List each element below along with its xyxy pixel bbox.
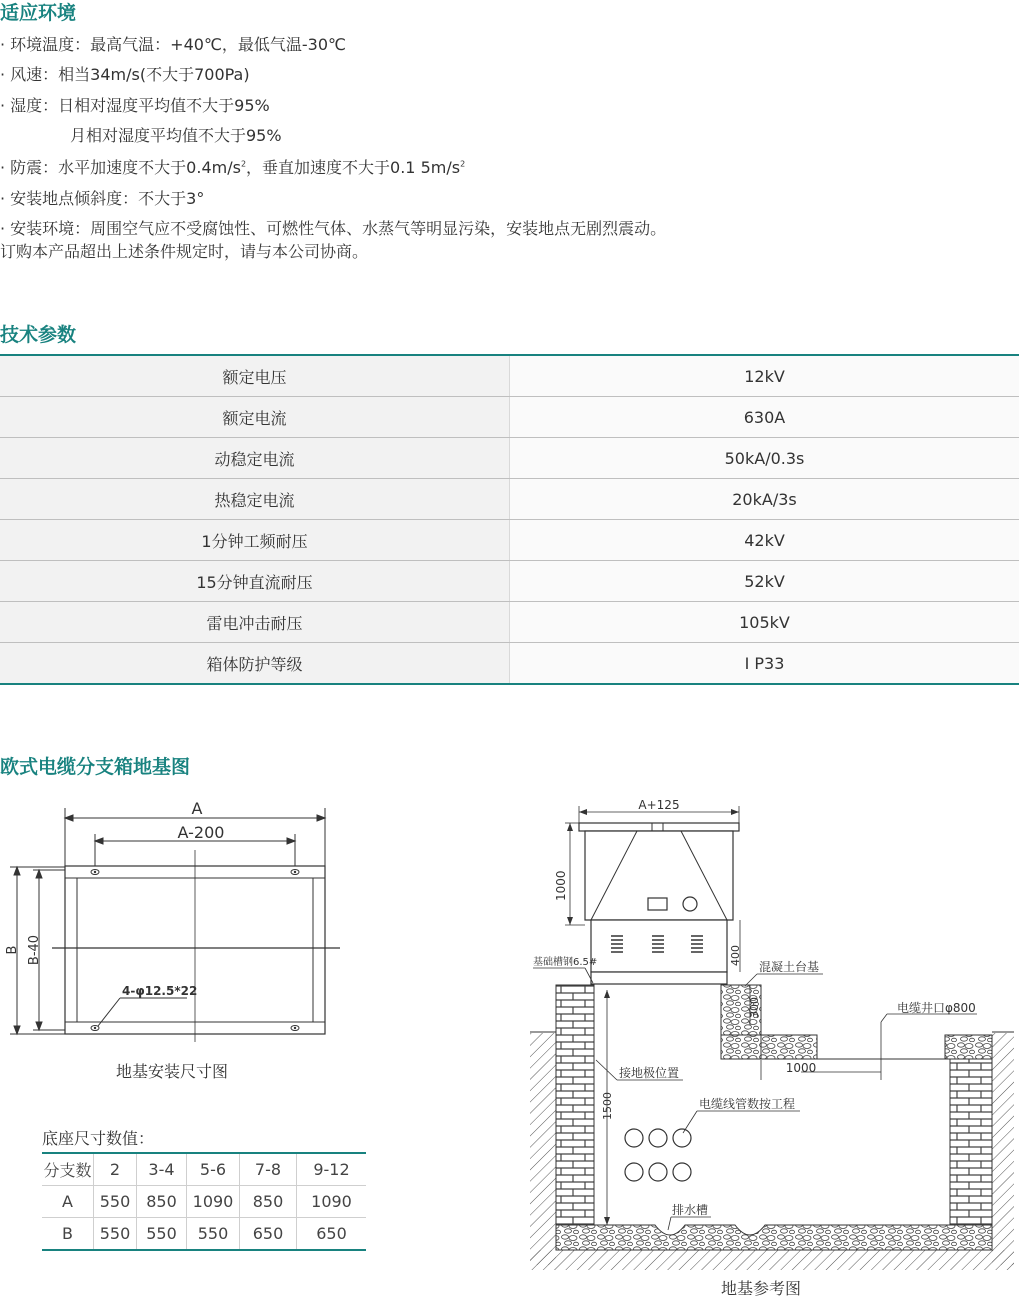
foundation-section-drawing — [525, 790, 1019, 1280]
section-caption: 地基参考图 — [721, 1276, 801, 1299]
param-value: 12kV — [510, 355, 1019, 397]
table-cell: 9-12 — [297, 1153, 367, 1186]
table-cell: 1090 — [187, 1186, 240, 1218]
table-cell: 550 — [187, 1218, 240, 1251]
table-cell: 550 — [94, 1218, 137, 1251]
dim-label-1000-horizontal: 1000 — [786, 1061, 817, 1075]
param-label: 动稳定电流 — [0, 438, 510, 479]
plan-caption: 地基安装尺寸图 — [116, 1059, 228, 1082]
dim-label-1500: 1500 — [601, 1092, 614, 1120]
base-size-table — [42, 1152, 366, 1251]
dim-label-300: 300 — [748, 997, 761, 1018]
quake-prefix: · 防震：水平加速度不大于0.4m/s — [0, 158, 241, 177]
env-line-note: 订购本产品超出上述条件规定时，请与本公司协商。 — [0, 239, 368, 262]
table-row — [0, 561, 1019, 602]
table-cell: 1090 — [297, 1186, 367, 1218]
table-row — [0, 397, 1019, 438]
label-concrete-base: 混凝土台基 — [759, 959, 819, 974]
table-row — [0, 643, 1019, 685]
box-lower — [591, 920, 727, 972]
env-line-temperature: · 环境温度：最高气温：+40℃，最低气温-30℃ — [0, 32, 346, 55]
label-ground-electrode: 接地极位置 — [619, 1065, 679, 1080]
hole-note: 4-φ12.5*22 — [122, 984, 197, 998]
box-roof — [579, 823, 739, 831]
param-label: 额定电流 — [0, 397, 510, 438]
table-row — [0, 479, 1019, 520]
label-base-channel: 基础槽钢6.5# — [533, 955, 597, 968]
table-row — [42, 1153, 366, 1186]
box-lock — [683, 897, 697, 911]
concrete-slab-right — [945, 1035, 992, 1059]
box-window — [648, 898, 667, 910]
quake-mid: ，垂直加速度不大于0.1 5m/s — [246, 158, 460, 177]
table-cell: 3-4 — [137, 1153, 187, 1186]
param-value: 42kV — [510, 520, 1019, 561]
table-row — [0, 438, 1019, 479]
brick-wall-right — [950, 1058, 992, 1225]
param-label: 额定电压 — [0, 355, 510, 397]
table-cell: 2 — [94, 1153, 137, 1186]
dim-label-a: A — [192, 799, 203, 818]
table-cell: 7-8 — [240, 1153, 297, 1186]
brick-wall-left — [556, 985, 594, 1225]
table-row — [42, 1218, 366, 1251]
table-row — [0, 520, 1019, 561]
table-cell: 650 — [240, 1218, 297, 1251]
label-cable-pipes: 电缆线管数按工程 — [699, 1096, 795, 1111]
dim-label-1000-vertical: 1000 — [554, 870, 568, 901]
param-label: 热稳定电流 — [0, 479, 510, 520]
table-cell: 850 — [240, 1186, 297, 1218]
foundation-plan-drawing — [0, 790, 360, 1050]
param-label: 15分钟直流耐压 — [0, 561, 510, 602]
gravel-floor — [556, 1225, 992, 1250]
param-value: I P33 — [510, 643, 1019, 685]
quake-sup-1: 2 — [241, 160, 246, 169]
param-value: 105kV — [510, 602, 1019, 643]
label-cable-well: 电缆井口φ800 — [897, 1000, 976, 1015]
table-row — [0, 355, 1019, 397]
param-label: 箱体防护等级 — [0, 643, 510, 685]
table-cell: A — [42, 1186, 94, 1218]
table-row — [42, 1186, 366, 1218]
section-title-foundation: 欧式电缆分支箱地基图 — [0, 752, 190, 779]
concrete-slab-left — [721, 1035, 817, 1059]
dim-label-a125: A+125 — [638, 798, 679, 812]
param-value: 630A — [510, 397, 1019, 438]
table-cell: 850 — [137, 1186, 187, 1218]
table-cell: 分支数 — [42, 1153, 94, 1186]
env-line-wind: · 风速：相当34m/s(不大于700Pa) — [0, 62, 250, 85]
env-line-humidity-month: 月相对湿度平均值不大于95% — [70, 123, 282, 146]
env-line-quake — [0, 155, 465, 178]
param-value: 52kV — [510, 561, 1019, 602]
branch-box — [579, 823, 739, 984]
cable-conduits — [625, 1129, 691, 1181]
env-line-install: · 安装环境：周围空气应不受腐蚀性、可燃性气体、水蒸气等明显污染，安装地点无剧烈震动。 — [0, 216, 666, 239]
table-cell: 550 — [94, 1186, 137, 1218]
table-cell: 550 — [137, 1218, 187, 1251]
section-title-tech: 技术参数 — [0, 320, 76, 347]
param-value: 50kA/0.3s — [510, 438, 1019, 479]
table-cell: 650 — [297, 1218, 367, 1251]
section-title-environment: 适应环境 — [0, 0, 76, 25]
base-table-title: 底座尺寸数值： — [42, 1126, 154, 1149]
dim-label-b: B — [5, 946, 20, 955]
table-cell: 5-6 — [187, 1153, 240, 1186]
dim-label-400: 400 — [729, 945, 742, 966]
table-row — [0, 602, 1019, 643]
param-value: 20kA/3s — [510, 479, 1019, 520]
table-cell: B — [42, 1218, 94, 1251]
tech-param-table — [0, 354, 1019, 685]
param-label: 1分钟工频耐压 — [0, 520, 510, 561]
dim-label-a200: A-200 — [178, 823, 225, 842]
env-line-tilt: · 安装地点倾斜度：不大于3° — [0, 186, 204, 209]
quake-sup-2: 2 — [460, 160, 465, 169]
dim-label-b40: B-40 — [27, 935, 42, 965]
param-label: 雷电冲击耐压 — [0, 602, 510, 643]
env-line-humidity-day: · 湿度：日相对湿度平均值不大于95% — [0, 93, 270, 116]
label-drain: 排水槽 — [672, 1202, 708, 1217]
